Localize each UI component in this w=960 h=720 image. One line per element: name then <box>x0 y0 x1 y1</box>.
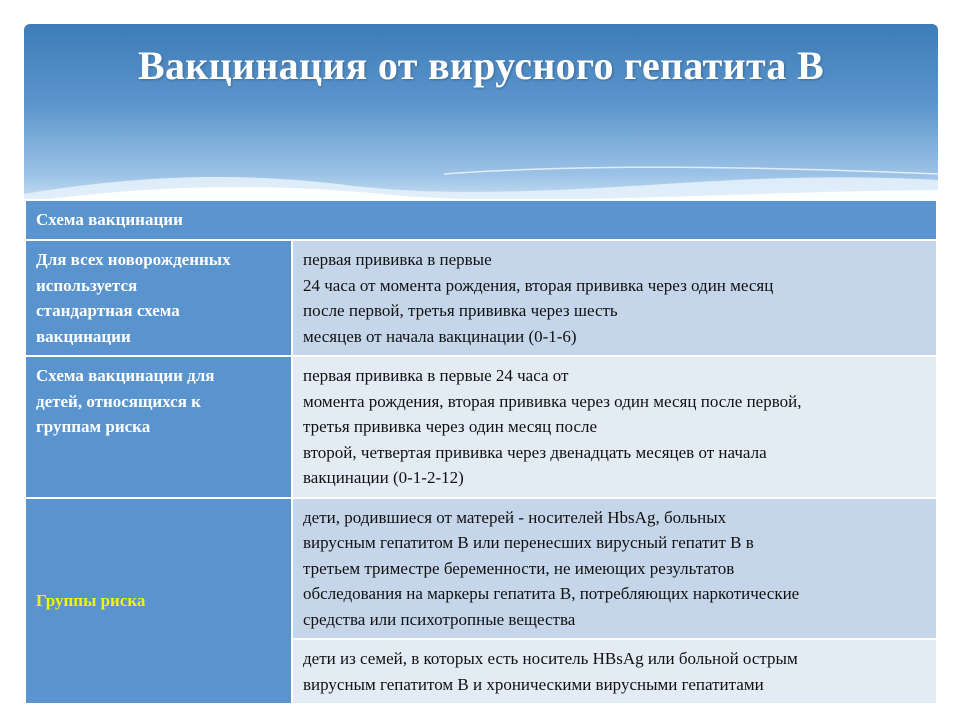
row-label-line: используется <box>36 275 138 295</box>
row-text-line: третья прививка через один месяц после <box>303 417 598 436</box>
row-text-line: дети, родившиеся от матерей - носителей HbsAg, больных <box>303 507 727 527</box>
table-row <box>25 356 937 498</box>
row-text-line: после первой, третья прививка через шесть <box>303 301 618 320</box>
row-text-line: 24 часа от момента рождения, вторая прививка через один месяц <box>303 275 774 295</box>
row-label-line: детей, относящихся к <box>36 391 201 411</box>
table-header-row <box>25 200 937 240</box>
slide-header <box>24 24 938 202</box>
row-label-line: стандартная схема <box>36 301 180 320</box>
vaccination-table <box>24 199 938 705</box>
row-text-line: вирусным гепатитом В или перенесших вирусный гепатит В в <box>303 533 754 552</box>
row-text-line: первая прививка в первые 24 часа от <box>303 366 569 385</box>
row-text-line: средства или психотропные вещества <box>303 609 576 629</box>
table-row <box>25 498 937 640</box>
row-text <box>292 356 937 498</box>
row-label-line: Для всех новорожденных <box>36 250 231 269</box>
row-text-line: момента рождения, вторая прививка через один месяц после первой, <box>303 391 802 411</box>
row-text-line: вирусным гепатитом В и хроническими вирусными гепатитами <box>303 674 764 694</box>
row-text <box>292 240 937 356</box>
row-text-line: первая прививка в первые <box>303 250 492 269</box>
row-text-line: дети из семей, в которых есть носитель HBsAg или больной острым <box>303 649 798 668</box>
row-text <box>292 639 937 704</box>
row-text-line: вакцинации (0-1-2-12) <box>303 468 464 487</box>
row-label <box>25 356 292 498</box>
risk-group-label: Группы риска <box>25 498 292 705</box>
row-label-line: вакцинации <box>36 326 131 346</box>
row-text-line: третьем триместре беременности, не имеющих результатов <box>303 558 735 578</box>
row-label-line: Схема вакцинации для <box>36 366 215 385</box>
table-row <box>25 240 937 356</box>
row-text-line: второй, четвертая прививка через двенадцать месяцев от начала <box>303 442 767 462</box>
row-label <box>25 240 292 356</box>
row-text <box>292 498 937 640</box>
row-label-line: группам риска <box>36 417 151 436</box>
slide-title: Вакцинация от вирусного гепатита В <box>138 43 824 88</box>
table-header: Схема вакцинации <box>25 200 937 240</box>
row-text-line: обследования на маркеры гепатита В, потребляющих наркотические <box>303 584 800 603</box>
row-text-line: месяцев от начала вакцинации (0-1-6) <box>303 326 577 346</box>
